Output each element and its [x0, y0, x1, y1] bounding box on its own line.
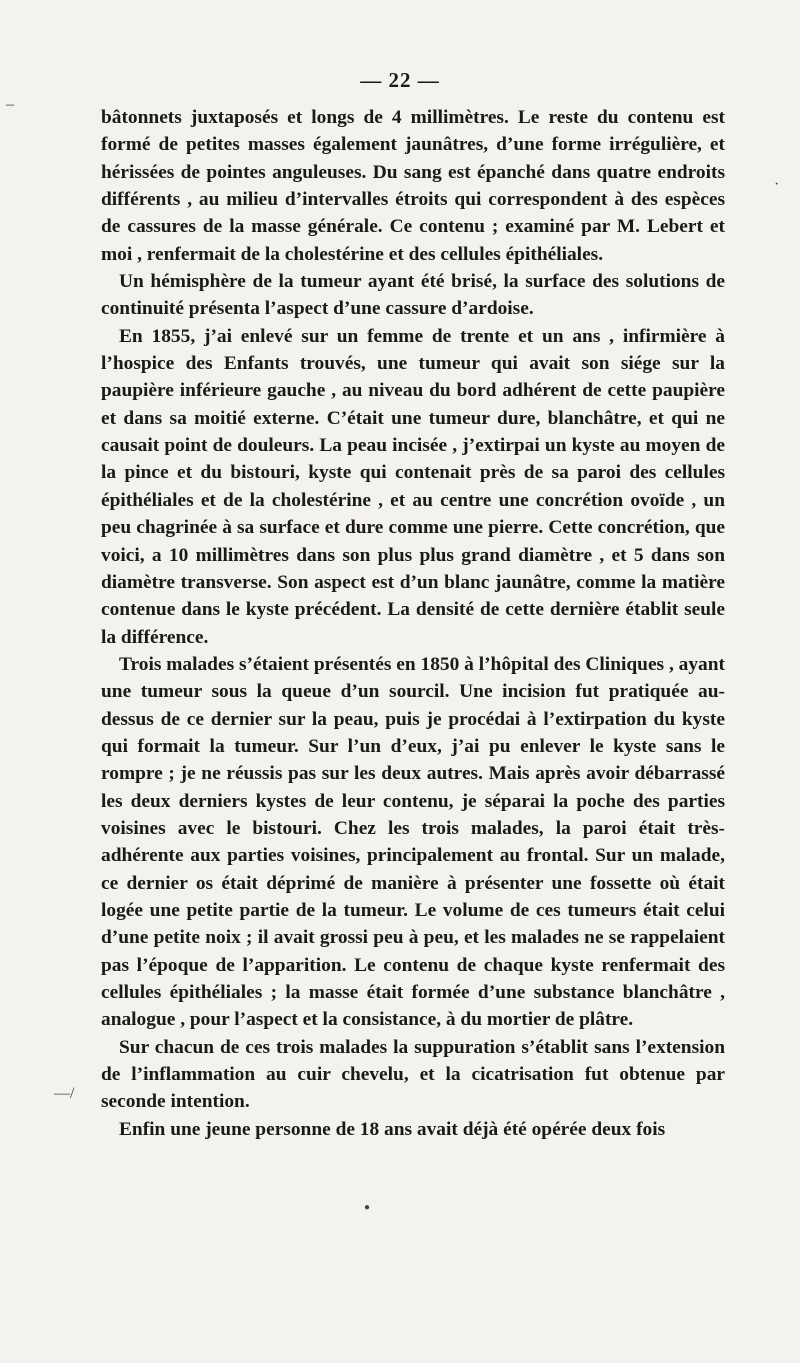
ink-speck-mark: ● — [364, 1202, 371, 1213]
margin-pencil-mark: —/ — [54, 1085, 75, 1102]
paragraph: Un hémisphère de la tumeur ayant été brisé, la surface des solutions de continuité présenta l’aspect d’une cassure d’ardoise. — [101, 271, 725, 320]
paragraph: bâtonnets juxtaposés et longs de 4 millimètres. Le reste du contenu est formé de petites masses également jaunâtres, d’une forme irrégulière, et hérissées de pointes anguleuses. Du sang est épanché dans quatre endroits différents , au milieu d’intervalles étroits qui correspondent à des espèces de cassures de la masse générale. Ce contenu ; examiné par M. Lebert et moi , renfermait de la cholestérine et des cellules épithéliales. — [101, 107, 725, 265]
paragraph: En 1855, j’ai enlevé sur un femme de trente et un ans , infirmière à l’hospice des Enfants trouvés, une tumeur qui avait son siége sur la paupière inférieure gauche , au niveau du bord adhérent de cette paupière et dans sa moitié externe. C’était une tumeur dure, blanchâtre, et qui ne causait point de douleurs. La peau incisée , j’extirpai un kyste au moyen de la pince et du bistouri, kyste qui contenait près de sa paroi des cellules épithéliales et de la cholestérine , et au centre une concrétion ovoïde , un peu chagrinée à sa surface et dure comme une pierre. Cette concrétion, que voici, a 10 millimètres dans son plus plus grand diamètre , et 5 dans son diamètre transverse. Son aspect est d’un blanc jaunâtre, comme la matière contenue dans le kyste précédent. La densité de cette dernière établit seule la différence. — [101, 325, 725, 648]
page-number: — 22 — — [360, 68, 440, 92]
paragraph: Enfin une jeune personne de 18 ans avait déjà été opérée deux fois — [119, 1118, 666, 1140]
margin-dot-mark: · — [774, 176, 780, 193]
margin-dash-mark: – — [6, 96, 14, 113]
paragraph: Trois malades s’étaient présentés en 1850 à l’hôpital des Cliniques , ayant une tumeur sous la queue d’un sourcil. Une incision fut pratiquée au-dessus de ce dernier sur la peau, puis je procédai à l’extirpation du kyste qui formait la tumeur. Sur l’un d’eux, j’ai pu enlever le kyste sans le rompre ; je ne réussis pas sur les deux autres. Mais après avoir débarrassé les deux derniers kystes de leur contenu, je séparai la poche des parties voisines avec le bistouri. Chez les trois malades, la paroi était très-adhérente aux parties voisines, principalement au frontal. Sur un malade, ce dernier os était déprimé de manière à présenter une fossette où était logée une petite partie de la tumeur. Le volume de ces tumeurs était celui d’une petite noix ; il avait grossi peu à peu, et les malades ne se rappelaient pas l’époque de l’apparition. Le contenu de chaque kyste renfermait des cellules épithéliales ; la masse était formée d’une substance blanchâtre , analogue , pour l’aspect et la consistance, à du mortier de plâtre. — [101, 653, 725, 1031]
paragraph: Sur chacun de ces trois malades la suppuration s’établit sans l’extension de l’inflammation au cuir chevelu, et la cicatrisation fut obtenue par seconde intention. — [101, 1036, 725, 1113]
body-text — [101, 104, 725, 1143]
